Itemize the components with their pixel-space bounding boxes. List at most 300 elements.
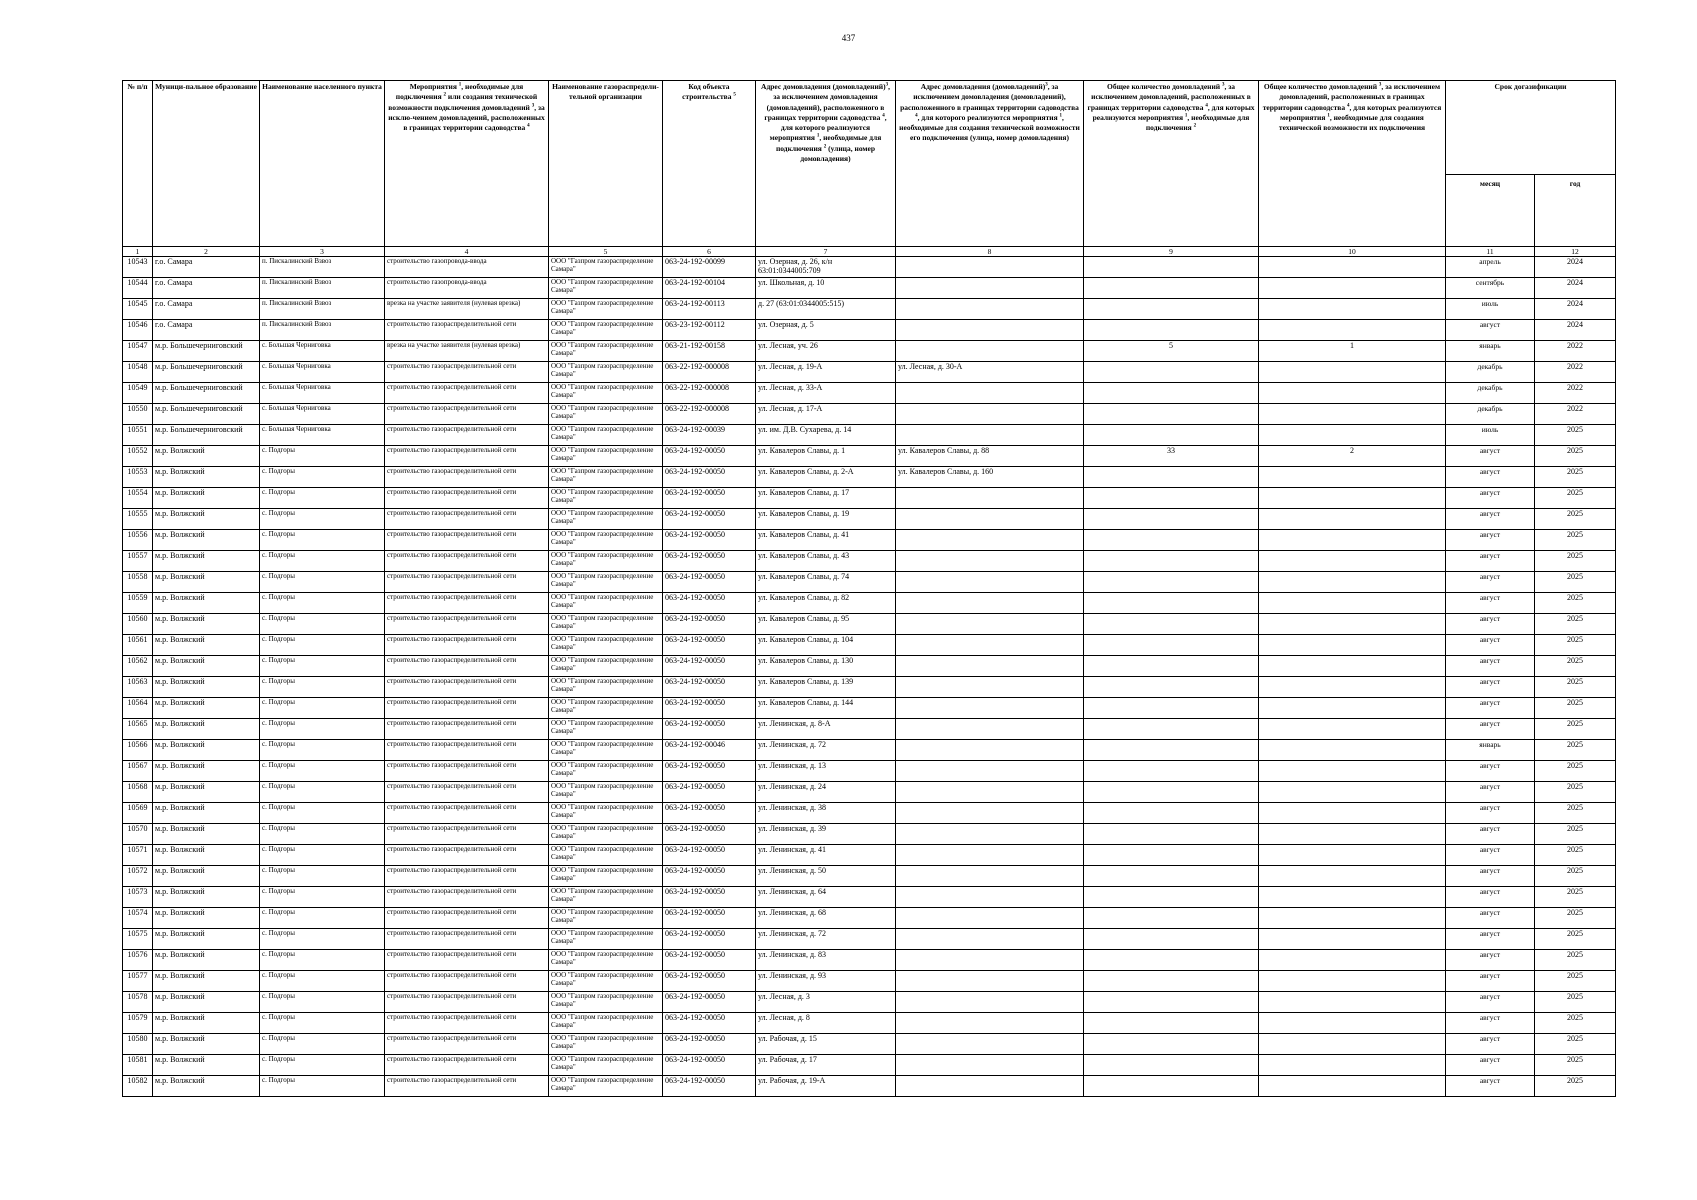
cell-address-tech bbox=[896, 950, 1084, 971]
cell-year: 2024 bbox=[1535, 278, 1616, 299]
cell-object-code: 063-24-192-00099 bbox=[663, 257, 756, 278]
cell-address-tech bbox=[896, 1013, 1084, 1034]
cell-month: август bbox=[1446, 614, 1535, 635]
cell-settlement: с. Подгоры bbox=[260, 614, 385, 635]
cell-year: 2025 bbox=[1535, 1076, 1616, 1097]
cell-object-code: 063-24-192-00039 bbox=[663, 425, 756, 446]
cell-measure: строительство газораспределительной сети bbox=[385, 803, 549, 824]
cell-count-tech bbox=[1259, 278, 1446, 299]
cell-address: ул. Кавалеров Славы, д. 130 bbox=[756, 656, 896, 677]
cell-address-tech bbox=[896, 257, 1084, 278]
cell-month: август bbox=[1446, 1013, 1535, 1034]
cell-count-connection bbox=[1084, 950, 1259, 971]
cell-address: ул. Лесная, уч. 26 bbox=[756, 341, 896, 362]
cell-count-tech: 2 bbox=[1259, 446, 1446, 467]
cell-settlement: с. Подгоры bbox=[260, 719, 385, 740]
cell-address: ул. Ленинская, д. 64 bbox=[756, 887, 896, 908]
cell-row-number: 10551 bbox=[123, 425, 153, 446]
cell-year: 2022 bbox=[1535, 404, 1616, 425]
cell-row-number: 10565 bbox=[123, 719, 153, 740]
cell-row-number: 10580 bbox=[123, 1034, 153, 1055]
cell-organization: ООО "Газпром газораспределение Самара" bbox=[549, 341, 663, 362]
cell-address: ул. Кавалеров Славы, д. 144 bbox=[756, 698, 896, 719]
table-row bbox=[123, 572, 1616, 593]
cell-organization: ООО "Газпром газораспределение Самара" bbox=[549, 719, 663, 740]
cell-settlement: с. Подгоры bbox=[260, 1055, 385, 1076]
cell-municipality: м.р. Большечерниговский bbox=[153, 425, 260, 446]
cell-month: сентябрь bbox=[1446, 278, 1535, 299]
cell-municipality: м.р. Большечерниговский bbox=[153, 383, 260, 404]
cell-row-number: 10566 bbox=[123, 740, 153, 761]
cell-address-tech bbox=[896, 509, 1084, 530]
cell-measure: строительство газораспределительной сети bbox=[385, 1076, 549, 1097]
cell-year: 2025 bbox=[1535, 530, 1616, 551]
cell-count-connection bbox=[1084, 719, 1259, 740]
cell-settlement: с. Подгоры bbox=[260, 656, 385, 677]
cell-object-code: 063-24-192-00050 bbox=[663, 992, 756, 1013]
cell-address: ул. Ленинская, д. 83 bbox=[756, 950, 896, 971]
cell-settlement: п. Пискалинский Взвоз bbox=[260, 320, 385, 341]
cell-settlement: с. Подгоры bbox=[260, 488, 385, 509]
cell-organization: ООО "Газпром газораспределение Самара" bbox=[549, 383, 663, 404]
cell-count-tech bbox=[1259, 530, 1446, 551]
cell-count-connection bbox=[1084, 740, 1259, 761]
cell-month: август bbox=[1446, 488, 1535, 509]
cell-organization: ООО "Газпром газораспределение Самара" bbox=[549, 530, 663, 551]
cell-count-connection bbox=[1084, 761, 1259, 782]
cell-count-connection bbox=[1084, 320, 1259, 341]
cell-object-code: 063-24-192-00050 bbox=[663, 782, 756, 803]
cell-count-tech bbox=[1259, 656, 1446, 677]
cell-month: август bbox=[1446, 677, 1535, 698]
table-row bbox=[123, 824, 1616, 845]
cell-year: 2025 bbox=[1535, 1055, 1616, 1076]
cell-object-code: 063-24-192-00050 bbox=[663, 635, 756, 656]
cell-row-number: 10553 bbox=[123, 467, 153, 488]
cell-settlement: п. Пискалинский Взвоз bbox=[260, 299, 385, 320]
cell-year: 2025 bbox=[1535, 908, 1616, 929]
cell-measure: строительство газораспределительной сети bbox=[385, 425, 549, 446]
cell-municipality: м.р. Волжский bbox=[153, 929, 260, 950]
header-organization: Наименование газораспредели-тельной организации bbox=[549, 81, 663, 247]
column-number: 10 bbox=[1259, 247, 1446, 257]
cell-row-number: 10543 bbox=[123, 257, 153, 278]
cell-month: август bbox=[1446, 509, 1535, 530]
cell-municipality: м.р. Волжский bbox=[153, 1055, 260, 1076]
cell-measure: строительство газораспределительной сети bbox=[385, 740, 549, 761]
cell-object-code: 063-24-192-00050 bbox=[663, 866, 756, 887]
cell-count-connection bbox=[1084, 782, 1259, 803]
cell-month: август bbox=[1446, 446, 1535, 467]
cell-count-tech bbox=[1259, 1076, 1446, 1097]
cell-month: декабрь bbox=[1446, 404, 1535, 425]
cell-row-number: 10574 bbox=[123, 908, 153, 929]
header-municipality: Муници-пальное образование bbox=[153, 81, 260, 247]
cell-settlement: с. Подгоры bbox=[260, 887, 385, 908]
cell-organization: ООО "Газпром газораспределение Самара" bbox=[549, 929, 663, 950]
cell-address-tech bbox=[896, 656, 1084, 677]
cell-municipality: м.р. Волжский bbox=[153, 467, 260, 488]
cell-year: 2025 bbox=[1535, 572, 1616, 593]
cell-settlement: с. Подгоры bbox=[260, 761, 385, 782]
cell-settlement: п. Пискалинский Взвоз bbox=[260, 278, 385, 299]
cell-year: 2025 bbox=[1535, 887, 1616, 908]
cell-count-connection bbox=[1084, 404, 1259, 425]
table-row bbox=[123, 1013, 1616, 1034]
cell-object-code: 063-24-192-00046 bbox=[663, 740, 756, 761]
cell-row-number: 10550 bbox=[123, 404, 153, 425]
cell-measure: строительство газораспределительной сети bbox=[385, 446, 549, 467]
cell-organization: ООО "Газпром газораспределение Самара" bbox=[549, 488, 663, 509]
cell-year: 2025 bbox=[1535, 845, 1616, 866]
table-row bbox=[123, 782, 1616, 803]
cell-organization: ООО "Газпром газораспределение Самара" bbox=[549, 698, 663, 719]
cell-count-connection bbox=[1084, 1034, 1259, 1055]
cell-count-connection bbox=[1084, 824, 1259, 845]
cell-organization: ООО "Газпром газораспределение Самара" bbox=[549, 1076, 663, 1097]
cell-settlement: с. Подгоры bbox=[260, 845, 385, 866]
cell-count-tech bbox=[1259, 257, 1446, 278]
cell-month: август bbox=[1446, 866, 1535, 887]
table-row bbox=[123, 887, 1616, 908]
cell-count-connection bbox=[1084, 593, 1259, 614]
column-number: 2 bbox=[153, 247, 260, 257]
table-row bbox=[123, 908, 1616, 929]
cell-year: 2025 bbox=[1535, 971, 1616, 992]
cell-year: 2025 bbox=[1535, 677, 1616, 698]
cell-count-tech bbox=[1259, 299, 1446, 320]
cell-year: 2024 bbox=[1535, 257, 1616, 278]
cell-object-code: 063-24-192-00050 bbox=[663, 719, 756, 740]
cell-row-number: 10582 bbox=[123, 1076, 153, 1097]
cell-address: ул. Кавалеров Славы, д. 2-А bbox=[756, 467, 896, 488]
cell-count-connection bbox=[1084, 530, 1259, 551]
header-measures: Мероприятия $^1$, необходимые для подключения $^2$ или создания технической возможности подключения домовладений $^3$, за исклю-чением домовладений, расположенных в границах территории садоводства $^4$ bbox=[385, 81, 549, 247]
cell-settlement: с. Подгоры bbox=[260, 782, 385, 803]
cell-count-tech bbox=[1259, 425, 1446, 446]
cell-object-code: 063-24-192-00050 bbox=[663, 1076, 756, 1097]
cell-organization: ООО "Газпром газораспределение Самара" bbox=[549, 677, 663, 698]
cell-measure: строительство газораспределительной сети bbox=[385, 971, 549, 992]
cell-address-tech bbox=[896, 488, 1084, 509]
cell-address: ул. Лесная, д. 19-А bbox=[756, 362, 896, 383]
cell-object-code: 063-23-192-00112 bbox=[663, 320, 756, 341]
cell-month: август bbox=[1446, 593, 1535, 614]
cell-object-code: 063-24-192-00050 bbox=[663, 698, 756, 719]
cell-organization: ООО "Газпром газораспределение Самара" bbox=[549, 740, 663, 761]
cell-organization: ООО "Газпром газораспределение Самара" bbox=[549, 1013, 663, 1034]
column-number: 5 bbox=[549, 247, 663, 257]
table-row bbox=[123, 551, 1616, 572]
cell-year: 2025 bbox=[1535, 1013, 1616, 1034]
cell-address-tech bbox=[896, 677, 1084, 698]
cell-row-number: 10579 bbox=[123, 1013, 153, 1034]
table-row bbox=[123, 719, 1616, 740]
cell-row-number: 10547 bbox=[123, 341, 153, 362]
cell-object-code: 063-24-192-00050 bbox=[663, 467, 756, 488]
cell-measure: строительство газораспределительной сети bbox=[385, 845, 549, 866]
header-year: год bbox=[1535, 175, 1616, 247]
cell-municipality: м.р. Волжский bbox=[153, 950, 260, 971]
column-number: 8 bbox=[896, 247, 1084, 257]
cell-measure: строительство газораспределительной сети bbox=[385, 383, 549, 404]
header-address-connection: Адрес домовладения (домовладений)$^3$, за исключением домовладения (домовладений), расположенного в границах территории садоводства $^4$, для которого реализуются мероприятия $^1$, необходимые для подключения $^2$ (улица, номер домовладения) bbox=[756, 81, 896, 247]
cell-address-tech bbox=[896, 803, 1084, 824]
table-row bbox=[123, 803, 1616, 824]
cell-year: 2025 bbox=[1535, 551, 1616, 572]
cell-count-tech bbox=[1259, 887, 1446, 908]
cell-address: ул. Кавалеров Славы, д. 74 bbox=[756, 572, 896, 593]
cell-settlement: с. Подгоры bbox=[260, 929, 385, 950]
table-row bbox=[123, 971, 1616, 992]
cell-year: 2022 bbox=[1535, 341, 1616, 362]
cell-count-connection bbox=[1084, 992, 1259, 1013]
cell-municipality: м.р. Волжский bbox=[153, 446, 260, 467]
cell-settlement: с. Большая Черниговка bbox=[260, 383, 385, 404]
cell-address-tech bbox=[896, 383, 1084, 404]
cell-address: ул. Ленинская, д. 13 bbox=[756, 761, 896, 782]
cell-organization: ООО "Газпром газораспределение Самара" bbox=[549, 467, 663, 488]
column-number: 7 bbox=[756, 247, 896, 257]
cell-address: ул. Лесная, д. 33-А bbox=[756, 383, 896, 404]
cell-count-tech bbox=[1259, 698, 1446, 719]
cell-address-tech bbox=[896, 1055, 1084, 1076]
cell-address-tech bbox=[896, 299, 1084, 320]
cell-organization: ООО "Газпром газораспределение Самара" bbox=[549, 656, 663, 677]
cell-row-number: 10556 bbox=[123, 530, 153, 551]
cell-count-tech bbox=[1259, 782, 1446, 803]
cell-address: ул. Ленинская, д. 24 bbox=[756, 782, 896, 803]
cell-object-code: 063-24-192-00050 bbox=[663, 1013, 756, 1034]
cell-object-code: 063-24-192-00050 bbox=[663, 929, 756, 950]
cell-row-number: 10581 bbox=[123, 1055, 153, 1076]
cell-address: ул. Ленинская, д. 93 bbox=[756, 971, 896, 992]
cell-measure: строительство газораспределительной сети bbox=[385, 656, 549, 677]
table-row bbox=[123, 467, 1616, 488]
cell-address-tech bbox=[896, 866, 1084, 887]
cell-row-number: 10559 bbox=[123, 593, 153, 614]
cell-row-number: 10546 bbox=[123, 320, 153, 341]
gasification-table bbox=[122, 80, 1616, 1097]
cell-organization: ООО "Газпром газораспределение Самара" bbox=[549, 1034, 663, 1055]
cell-month: август bbox=[1446, 1076, 1535, 1097]
cell-year: 2025 bbox=[1535, 803, 1616, 824]
table-row bbox=[123, 425, 1616, 446]
cell-row-number: 10570 bbox=[123, 824, 153, 845]
cell-municipality: м.р. Волжский bbox=[153, 551, 260, 572]
cell-count-connection bbox=[1084, 572, 1259, 593]
column-number: 11 bbox=[1446, 247, 1535, 257]
cell-count-connection bbox=[1084, 1076, 1259, 1097]
cell-count-tech bbox=[1259, 488, 1446, 509]
table-row bbox=[123, 761, 1616, 782]
cell-object-code: 063-24-192-00050 bbox=[663, 446, 756, 467]
cell-month: апрель bbox=[1446, 257, 1535, 278]
cell-municipality: м.р. Волжский bbox=[153, 488, 260, 509]
cell-month: август bbox=[1446, 908, 1535, 929]
cell-measure: строительство газораспределительной сети bbox=[385, 1034, 549, 1055]
cell-month: август bbox=[1446, 971, 1535, 992]
cell-row-number: 10576 bbox=[123, 950, 153, 971]
cell-object-code: 063-24-192-00050 bbox=[663, 509, 756, 530]
table-row bbox=[123, 677, 1616, 698]
cell-year: 2025 bbox=[1535, 614, 1616, 635]
table-row bbox=[123, 1034, 1616, 1055]
table-header bbox=[123, 81, 1616, 257]
cell-address-tech bbox=[896, 635, 1084, 656]
cell-row-number: 10557 bbox=[123, 551, 153, 572]
cell-year: 2025 bbox=[1535, 467, 1616, 488]
cell-municipality: м.р. Волжский bbox=[153, 740, 260, 761]
cell-count-connection bbox=[1084, 656, 1259, 677]
cell-count-connection bbox=[1084, 467, 1259, 488]
cell-address-tech bbox=[896, 845, 1084, 866]
cell-month: август bbox=[1446, 845, 1535, 866]
cell-count-tech bbox=[1259, 614, 1446, 635]
cell-municipality: м.р. Волжский bbox=[153, 845, 260, 866]
cell-row-number: 10575 bbox=[123, 929, 153, 950]
cell-measure: строительство газораспределительной сети bbox=[385, 761, 549, 782]
cell-measure: строительство газораспределительной сети bbox=[385, 509, 549, 530]
table-row bbox=[123, 593, 1616, 614]
table-row bbox=[123, 614, 1616, 635]
cell-count-connection bbox=[1084, 908, 1259, 929]
column-number: 4 bbox=[385, 247, 549, 257]
cell-address-tech bbox=[896, 740, 1084, 761]
cell-count-tech bbox=[1259, 803, 1446, 824]
cell-count-connection bbox=[1084, 299, 1259, 320]
cell-month: декабрь bbox=[1446, 383, 1535, 404]
cell-municipality: м.р. Волжский bbox=[153, 1076, 260, 1097]
cell-year: 2025 bbox=[1535, 929, 1616, 950]
cell-settlement: с. Подгоры bbox=[260, 950, 385, 971]
cell-address-tech bbox=[896, 1076, 1084, 1097]
cell-address: ул. Рабочая, д. 19-А bbox=[756, 1076, 896, 1097]
cell-year: 2025 bbox=[1535, 866, 1616, 887]
cell-organization: ООО "Газпром газораспределение Самара" bbox=[549, 887, 663, 908]
cell-settlement: с. Подгоры bbox=[260, 530, 385, 551]
cell-measure: врезка на участке заявителя (нулевая врезка) bbox=[385, 299, 549, 320]
table-row bbox=[123, 488, 1616, 509]
cell-organization: ООО "Газпром газораспределение Самара" bbox=[549, 404, 663, 425]
cell-organization: ООО "Газпром газораспределение Самара" bbox=[549, 866, 663, 887]
header-deadline: Срок догазификации bbox=[1446, 81, 1616, 175]
cell-month: август bbox=[1446, 950, 1535, 971]
table-row bbox=[123, 299, 1616, 320]
cell-measure: строительство газораспределительной сети bbox=[385, 467, 549, 488]
cell-organization: ООО "Газпром газораспределение Самара" bbox=[549, 803, 663, 824]
cell-address: ул. Лесная, д. 8 bbox=[756, 1013, 896, 1034]
cell-object-code: 063-24-192-00050 bbox=[663, 908, 756, 929]
cell-address-tech bbox=[896, 425, 1084, 446]
table-row bbox=[123, 656, 1616, 677]
cell-object-code: 063-24-192-00050 bbox=[663, 593, 756, 614]
cell-count-tech bbox=[1259, 572, 1446, 593]
cell-address: ул. Озерная, д. 26, к/н 63:01:0344005:709 bbox=[756, 257, 896, 278]
cell-measure: строительство газораспределительной сети bbox=[385, 572, 549, 593]
cell-measure: строительство газораспределительной сети bbox=[385, 614, 549, 635]
table-body bbox=[123, 257, 1616, 1097]
cell-address-tech bbox=[896, 719, 1084, 740]
table-row bbox=[123, 1076, 1616, 1097]
cell-settlement: с. Подгоры bbox=[260, 803, 385, 824]
cell-settlement: с. Подгоры bbox=[260, 1034, 385, 1055]
cell-municipality: м.р. Волжский bbox=[153, 1034, 260, 1055]
header-number: № п/п bbox=[123, 81, 153, 247]
cell-year: 2025 bbox=[1535, 992, 1616, 1013]
cell-row-number: 10545 bbox=[123, 299, 153, 320]
cell-address-tech bbox=[896, 824, 1084, 845]
cell-organization: ООО "Газпром газораспределение Самара" bbox=[549, 320, 663, 341]
cell-count-tech bbox=[1259, 950, 1446, 971]
cell-year: 2025 bbox=[1535, 761, 1616, 782]
table-row bbox=[123, 383, 1616, 404]
cell-address-tech bbox=[896, 908, 1084, 929]
cell-address: ул. Рабочая, д. 17 bbox=[756, 1055, 896, 1076]
cell-address: ул. Кавалеров Славы, д. 139 bbox=[756, 677, 896, 698]
cell-municipality: м.р. Волжский bbox=[153, 824, 260, 845]
cell-count-connection bbox=[1084, 887, 1259, 908]
cell-address-tech bbox=[896, 1034, 1084, 1055]
cell-object-code: 063-24-192-00113 bbox=[663, 299, 756, 320]
table-row bbox=[123, 278, 1616, 299]
cell-month: август bbox=[1446, 320, 1535, 341]
cell-row-number: 10560 bbox=[123, 614, 153, 635]
cell-object-code: 063-24-192-00050 bbox=[663, 845, 756, 866]
cell-object-code: 063-24-192-00050 bbox=[663, 572, 756, 593]
cell-count-connection bbox=[1084, 425, 1259, 446]
page-number: 437 bbox=[841, 33, 856, 43]
cell-count-tech bbox=[1259, 677, 1446, 698]
header-object-code: Код объекта строительства $^5$ bbox=[663, 81, 756, 247]
cell-month: август bbox=[1446, 887, 1535, 908]
cell-organization: ООО "Газпром газораспределение Самара" bbox=[549, 761, 663, 782]
cell-address: ул. Школьная, д. 10 bbox=[756, 278, 896, 299]
cell-year: 2025 bbox=[1535, 698, 1616, 719]
cell-municipality: м.р. Волжский bbox=[153, 971, 260, 992]
cell-organization: ООО "Газпром газораспределение Самара" bbox=[549, 299, 663, 320]
cell-settlement: с. Подгоры bbox=[260, 509, 385, 530]
cell-address: ул. им. Д.В. Сухарева, д. 14 bbox=[756, 425, 896, 446]
cell-municipality: м.р. Большечерниговский bbox=[153, 341, 260, 362]
cell-address: д. 27 (63:01:0344005:515) bbox=[756, 299, 896, 320]
cell-organization: ООО "Газпром газораспределение Самара" bbox=[549, 257, 663, 278]
cell-count-tech bbox=[1259, 740, 1446, 761]
cell-measure: строительство газопровода-ввода bbox=[385, 278, 549, 299]
cell-year: 2025 bbox=[1535, 782, 1616, 803]
cell-municipality: м.р. Волжский bbox=[153, 614, 260, 635]
cell-count-tech bbox=[1259, 509, 1446, 530]
cell-object-code: 063-22-192-000008 bbox=[663, 383, 756, 404]
cell-count-tech bbox=[1259, 761, 1446, 782]
cell-municipality: м.р. Большечерниговский bbox=[153, 362, 260, 383]
cell-count-tech bbox=[1259, 866, 1446, 887]
cell-address-tech bbox=[896, 341, 1084, 362]
cell-row-number: 10564 bbox=[123, 698, 153, 719]
cell-object-code: 063-24-192-00050 bbox=[663, 530, 756, 551]
cell-municipality: м.р. Волжский bbox=[153, 530, 260, 551]
header-count-connection: Общее количество домовладений $^3$, за исключением домовладений, расположенных в границах территории садоводства $^4$, для которых реализуются мероприятия $^1$, необходимые для подключения $^2$ bbox=[1084, 81, 1259, 247]
cell-settlement: с. Подгоры bbox=[260, 698, 385, 719]
cell-count-tech bbox=[1259, 551, 1446, 572]
table-row bbox=[123, 404, 1616, 425]
cell-municipality: м.р. Волжский bbox=[153, 782, 260, 803]
cell-address-tech bbox=[896, 887, 1084, 908]
cell-row-number: 10563 bbox=[123, 677, 153, 698]
cell-count-tech bbox=[1259, 1013, 1446, 1034]
cell-month: август bbox=[1446, 551, 1535, 572]
cell-year: 2025 bbox=[1535, 446, 1616, 467]
